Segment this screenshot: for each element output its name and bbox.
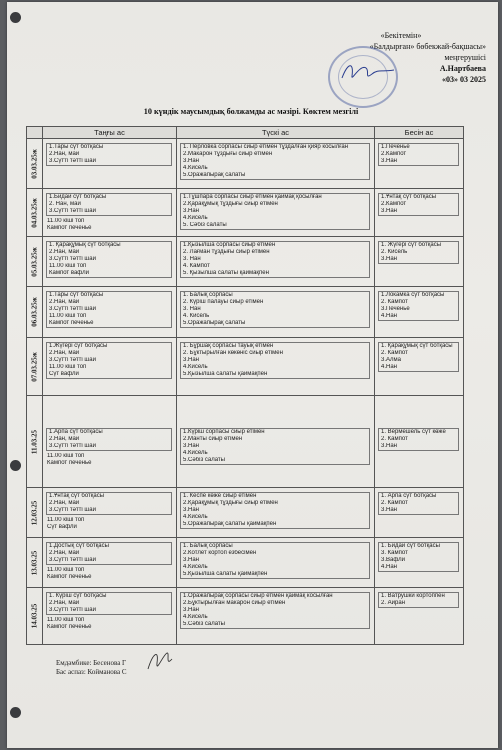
breakfast-item: Сүт вафли xyxy=(47,524,77,531)
day-date-cell xyxy=(27,237,43,287)
snack-cell xyxy=(375,588,464,645)
snack-cell xyxy=(375,287,464,338)
breakfast-cell xyxy=(43,189,177,237)
day-date: 05.03.25ж xyxy=(29,246,38,277)
lunch-item: 5.Сәбіз салаты xyxy=(183,457,225,464)
snack-cell xyxy=(375,338,464,396)
snack-item: 2. Кисель xyxy=(381,249,408,256)
footer-nurse: Емдәмбике: Бесенова Г xyxy=(56,659,127,667)
lunch-item: 5. Сәбіз салаты xyxy=(183,222,227,229)
breakfast-cell xyxy=(43,588,177,645)
breakfast-item: 2.Нан, май xyxy=(49,500,80,507)
lunch-cell xyxy=(177,588,375,645)
approval-title: «Бекітемін» xyxy=(380,31,422,40)
snack-item: 3.Нан xyxy=(381,256,397,263)
snack-item: 1. Арпа сүт ботқасы xyxy=(381,493,437,499)
snack-cell xyxy=(375,538,464,588)
snack-cell xyxy=(375,396,464,488)
lunch-item: 4.Кисель xyxy=(183,514,208,521)
table-row xyxy=(27,237,464,287)
breakfast-item: 11.00 кіші топ xyxy=(49,364,87,371)
approval-role: меңгерушісі xyxy=(444,53,486,62)
breakfast-item: 3.Сүтті тәтті шай xyxy=(49,357,96,364)
header-date xyxy=(27,127,43,139)
snack-item: 3.Нан xyxy=(381,443,397,450)
approval-director: А.Нартбаева xyxy=(439,64,486,73)
lunch-item: 2. Лағман тұздығы сиыр етімен xyxy=(183,249,270,256)
breakfast-item: 11.00 кіші топ xyxy=(47,453,85,460)
lunch-item: 3.Нан xyxy=(183,443,199,450)
breakfast-item: 1.Тары сүт ботқасы xyxy=(49,144,104,150)
breakfast-item: 11.00 кіші топ xyxy=(47,567,85,574)
lunch-item: 5.Қызылша салаты қаймақпен xyxy=(183,371,268,378)
breakfast-item: 1.Ұнтақ сүт ботқасы xyxy=(49,493,105,499)
breakfast-item: 2.Нан, май xyxy=(49,600,80,607)
lunch-item: 5.Оражапырақ салаты xyxy=(183,172,246,179)
lunch-item: 2.Қарақұмық тұздығы сиыр етімен xyxy=(183,201,278,208)
snack-cell xyxy=(375,139,464,189)
breakfast-item: 3.Сүтті тәтті шай xyxy=(49,607,96,614)
breakfast-item: Кампот печенье xyxy=(47,624,92,631)
breakfast-item: 1.Достық сүт ботқасы xyxy=(49,543,109,549)
director-signature xyxy=(338,58,398,86)
snack-item: 3.Печенье xyxy=(381,306,410,313)
lunch-item: 1. Кеспе көже сиыр етімен xyxy=(183,493,257,499)
breakfast-item: Кампот вафли xyxy=(49,270,89,277)
breakfast-item: Кампот печенье xyxy=(47,574,92,581)
snack-item: 4.Нан xyxy=(381,564,397,571)
breakfast-cell xyxy=(43,538,177,588)
day-date-cell xyxy=(27,588,43,645)
breakfast-item: 3.Сүтті тәтті шай xyxy=(49,557,96,564)
breakfast-item: 11.00 кіші топ xyxy=(49,263,87,270)
snack-item: 1.Локамка сүт ботқасы xyxy=(381,292,445,298)
lunch-item: 3.Нан xyxy=(183,158,199,165)
snack-item: 4.Нан xyxy=(381,313,397,320)
breakfast-item: Сүт вафли xyxy=(49,371,79,378)
snack-item: 2.Кампот xyxy=(381,151,407,158)
snack-item: 3. Кампот xyxy=(381,550,408,557)
lunch-item: 3.Нан xyxy=(183,507,199,514)
lunch-item: 4.Кисель xyxy=(183,614,208,621)
header-snack: Бесін ас xyxy=(375,127,464,139)
lunch-item: 2.Котлет кортоп езбесімен xyxy=(183,550,257,557)
breakfast-cell xyxy=(43,139,177,189)
lunch-item: 2. Күріш палауы сиыр етімен xyxy=(183,299,264,306)
breakfast-item: 2.Нан, май xyxy=(49,249,80,256)
table-row xyxy=(27,538,464,588)
lunch-item: 5.Қызылша салаты қаймақпен xyxy=(183,571,268,578)
lunch-item: 2. Бұктырылған көкөніс сиыр етімен xyxy=(183,350,283,357)
breakfast-item: 3.Сүтті тәтті шай xyxy=(49,158,96,165)
snack-item: 2. Айран xyxy=(381,600,406,607)
breakfast-item: 1.Бидай сүт ботқасы xyxy=(49,194,107,200)
snack-item: 2. Кампот xyxy=(381,436,408,443)
breakfast-item: 11.00 кіші топ xyxy=(47,218,85,225)
lunch-item: 5.Сәбіз салаты xyxy=(183,621,225,628)
breakfast-item: 3.Сүтті тәтті шай xyxy=(49,443,96,450)
lunch-item: 4.Кисель xyxy=(183,450,208,457)
breakfast-item: 3.Сүтті тәтті шай xyxy=(49,507,96,514)
lunch-item: 1. Балық сорпасы xyxy=(183,543,233,549)
day-date: 14.03.25 xyxy=(29,603,38,629)
snack-item: 1. Бидай сүт ботқасы xyxy=(381,543,440,549)
lunch-item: 3.Нан xyxy=(183,357,199,364)
snack-item: 1.Ұнтақ сүт ботқасы xyxy=(381,194,437,200)
snack-item: 2. Кампот xyxy=(381,350,408,357)
header-breakfast: Таңғы ас xyxy=(43,127,177,139)
breakfast-item: 2.Нан, май xyxy=(49,151,80,158)
breakfast-item: Кампот печенье xyxy=(47,460,92,467)
lunch-item: 4.Кисель xyxy=(183,165,208,172)
breakfast-item: 2.Нан, май xyxy=(49,550,80,557)
breakfast-cell xyxy=(43,488,177,538)
document-title: 10 күндік маусымдық болжамды ас мәзірі. Көктем мезгілі xyxy=(143,107,359,116)
lunch-item: 2.Манты сиыр етімен xyxy=(183,436,243,443)
table-row xyxy=(27,488,464,538)
lunch-cell xyxy=(177,237,375,287)
snack-item: 4.Нан xyxy=(381,364,397,371)
lunch-item: 1.Оражапырақ сорпасы сиыр етімен қаймақ косылған xyxy=(183,593,333,599)
lunch-item: 5.Оражапырақ салаты қаймақпен xyxy=(183,521,277,528)
lunch-cell xyxy=(177,287,375,338)
table-row xyxy=(27,396,464,488)
table-row xyxy=(27,287,464,338)
footer-cook: Бас аспаз: Койманова С xyxy=(56,668,127,676)
snack-item: 2. Кампот xyxy=(381,500,408,507)
snack-item: 1. Ватрушки кортоппен xyxy=(381,593,445,599)
lunch-item: 4.Кисель xyxy=(183,215,208,222)
breakfast-item: 3.Сүтті тәтті шай xyxy=(49,306,96,313)
day-date: 07.03.25ж xyxy=(29,351,38,382)
lunch-item: 1. Бұршақ сорпасы тауық етімен xyxy=(183,343,274,349)
breakfast-item: 1.Тары сүт ботқасы xyxy=(49,292,104,298)
day-date-cell xyxy=(27,538,43,588)
lunch-cell xyxy=(177,488,375,538)
day-date-cell xyxy=(27,338,43,396)
breakfast-cell xyxy=(43,287,177,338)
punch-hole xyxy=(10,460,21,471)
breakfast-item: 11.00 кіші топ xyxy=(49,313,87,320)
breakfast-item: 2. Нан, май xyxy=(49,201,81,208)
lunch-cell xyxy=(177,538,375,588)
lunch-item: 3.Нан xyxy=(183,607,199,614)
day-date-cell xyxy=(27,189,43,237)
breakfast-item: 3.Сүтті тәтті шай xyxy=(49,208,96,215)
lunch-cell xyxy=(177,139,375,189)
menu-table xyxy=(26,126,464,645)
approval-date: «03» 03 2025 xyxy=(442,75,486,84)
day-date: 12.03.25 xyxy=(29,500,38,525)
table-row xyxy=(27,588,464,645)
punch-hole xyxy=(10,12,21,23)
breakfast-cell xyxy=(43,237,177,287)
snack-item: 1. Вермешель сүт көже xyxy=(381,429,446,435)
lunch-item: 3.Нан xyxy=(183,208,199,215)
table-row xyxy=(27,189,464,237)
breakfast-item: 2.Нан, май xyxy=(49,299,80,306)
snack-cell xyxy=(375,189,464,237)
footer-signatures xyxy=(56,659,127,677)
lunch-item: 1.Тұшпара сорпасы сиыр етімен қаймақ қосылған xyxy=(183,194,322,200)
snack-item: 3.Нан xyxy=(381,158,397,165)
breakfast-item: 1. Күріш сүт ботқасы xyxy=(49,593,107,599)
lunch-item: 3. Нан xyxy=(183,306,201,313)
punch-hole xyxy=(10,707,21,718)
lunch-item: 4.Кисель xyxy=(183,364,208,371)
snack-item: 1. Қарақұмық сүт ботқасы xyxy=(381,343,453,349)
breakfast-item: Кампот печенье xyxy=(49,320,94,327)
snack-item: 3.Вафли xyxy=(381,557,405,564)
header-lunch: Түскі ас xyxy=(177,127,375,139)
lunch-item: 4.Кисель xyxy=(183,564,208,571)
snack-item: 2. Кампот xyxy=(381,299,408,306)
cook-signature xyxy=(145,647,175,677)
breakfast-item: Кампот печенье xyxy=(47,225,92,232)
lunch-item: 4. Кампот xyxy=(183,263,210,270)
breakfast-item: 1. Қарақұмық сүт ботқасы xyxy=(49,242,121,248)
day-date: 03.03.25ж xyxy=(29,148,38,179)
lunch-item: 1.Қызылша сорпасы сиыр етімен xyxy=(183,242,276,248)
approval-organization: «Балдырған» бөбекжай-бақшасы» xyxy=(369,42,486,51)
snack-cell xyxy=(375,237,464,287)
snack-cell xyxy=(375,488,464,538)
snack-item: 3.Нан xyxy=(381,507,397,514)
lunch-cell xyxy=(177,338,375,396)
day-date: 13.03.25 xyxy=(29,550,38,575)
lunch-cell xyxy=(177,189,375,237)
breakfast-item: 3.Сүтті тәтті шай xyxy=(49,256,96,263)
breakfast-item: 1.Жүгері сүт ботқасы xyxy=(49,343,108,349)
breakfast-item: 1.Арпа сүт ботқасы xyxy=(49,429,103,435)
breakfast-item: 11.00 кіші топ xyxy=(47,517,85,524)
day-date: 06.03.25ж xyxy=(29,297,38,327)
lunch-item: 4. Кисель xyxy=(183,313,210,320)
lunch-item: 5.Оражапырақ салаты xyxy=(183,320,246,327)
day-date-cell xyxy=(27,396,43,488)
snack-item: 1. Жүгері сүт ботқасы xyxy=(381,242,442,248)
snack-item: 2.Кампот xyxy=(381,201,407,208)
table-row xyxy=(27,338,464,396)
breakfast-item: 11.00 кіші топ xyxy=(47,617,85,624)
table-header-row xyxy=(27,127,464,139)
day-date: 11.03.25 xyxy=(29,429,38,454)
day-date-cell xyxy=(27,488,43,538)
lunch-item: 2.Макарон тұздығы сиыр етімен xyxy=(183,151,273,158)
breakfast-cell xyxy=(43,396,177,488)
lunch-item: 2.Бұктырылған макарон сиыр етімен xyxy=(183,600,286,607)
snack-item: 1.Печенье xyxy=(381,144,410,150)
lunch-item: 2.Қарақұмық тұздығы сиыр етімен xyxy=(183,500,278,507)
lunch-cell xyxy=(177,396,375,488)
day-date: 04.03.25ж xyxy=(29,197,38,228)
lunch-item: 3. Нан xyxy=(183,256,201,263)
breakfast-cell xyxy=(43,338,177,396)
day-date-cell xyxy=(27,139,43,189)
lunch-item: 3.Нан xyxy=(183,557,199,564)
lunch-item: 1.Күріш сорпасы сиыр етімен xyxy=(183,429,265,435)
snack-item: 3.Алма xyxy=(381,357,401,364)
lunch-item: 5. Қызылша салаты қаймақпен xyxy=(183,270,269,277)
breakfast-item: 2.Нан, май xyxy=(49,436,80,443)
breakfast-item: 2.Нан, май xyxy=(49,350,80,357)
snack-item: 3.Нан xyxy=(381,208,397,215)
day-date-cell xyxy=(27,287,43,338)
lunch-item: 1. Балық сорпасы xyxy=(183,292,233,298)
lunch-item: 1. Перловка сорпасы сиыр етімен тұздалған қияр косылған xyxy=(183,144,349,150)
table-row xyxy=(27,139,464,189)
